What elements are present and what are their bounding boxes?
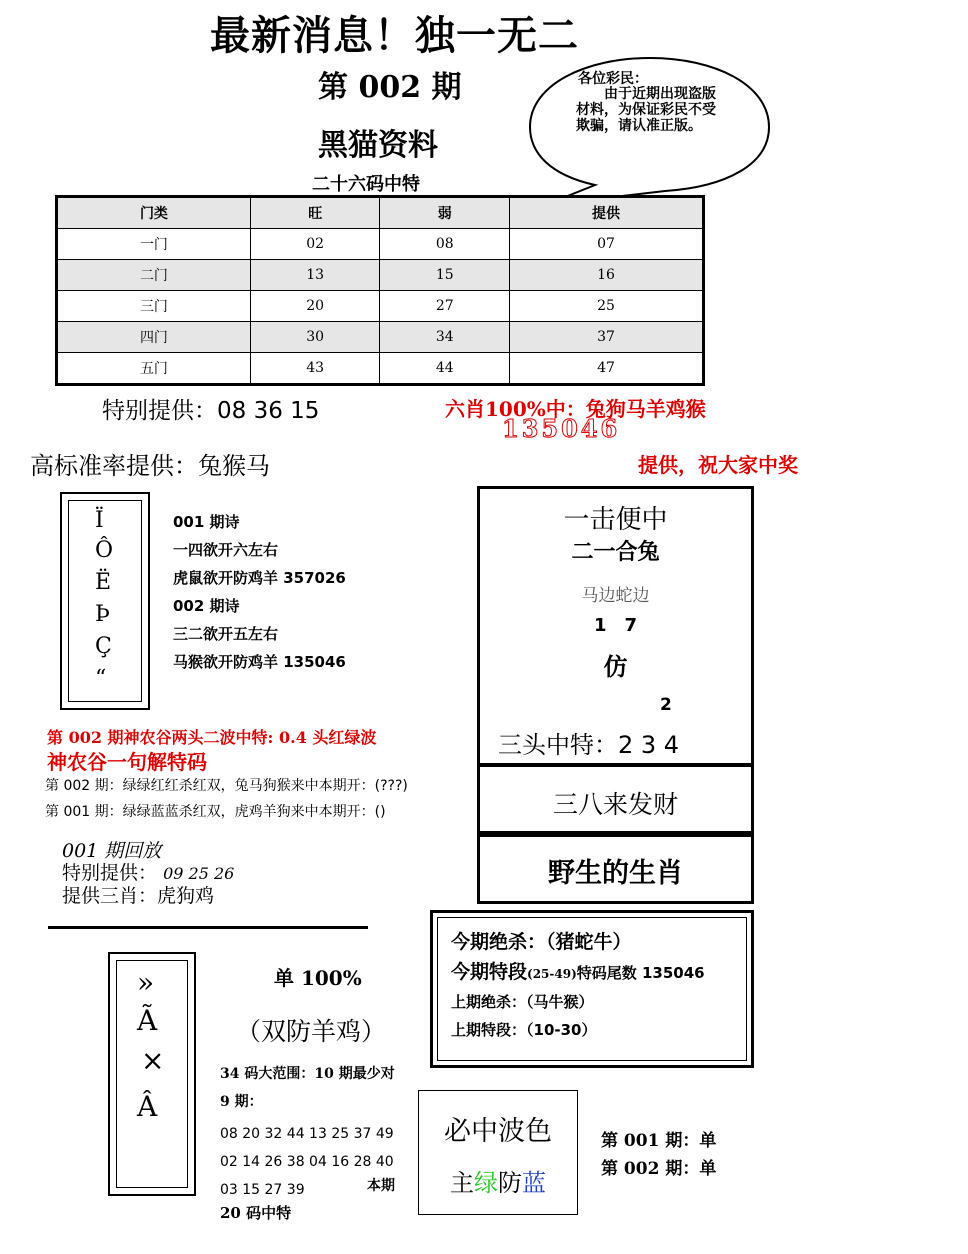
poem-line: 002 期诗 bbox=[173, 597, 240, 615]
single-sub: （双防羊鸡） bbox=[236, 1017, 387, 1046]
replay-special-row bbox=[62, 862, 234, 885]
single-title: 单 100% bbox=[274, 966, 362, 990]
table-cell: 15 bbox=[380, 260, 510, 291]
one-hit-char: 仿 bbox=[603, 652, 628, 681]
table-cell: 三门 bbox=[58, 291, 251, 322]
poem-line: 一四欲开六左右 bbox=[173, 541, 279, 559]
table-cell: 37 bbox=[510, 322, 703, 353]
six-numbers: 135046 bbox=[502, 414, 621, 443]
kill-line4: 上期特段：（10-30） bbox=[451, 1021, 597, 1039]
wave-guard: 防 bbox=[498, 1169, 522, 1197]
table-cell: 四门 bbox=[58, 322, 251, 353]
kill-line2b: (25-49) bbox=[527, 967, 577, 981]
divider bbox=[48, 926, 368, 929]
poem-line: 马猴欲开防鸡羊 135046 bbox=[173, 653, 346, 671]
table-cell: 47 bbox=[510, 353, 703, 384]
wish-text: 提供，祝大家中奖 bbox=[638, 453, 798, 477]
vertical-strip-1 bbox=[60, 492, 150, 710]
poem-line: 001 期诗 bbox=[173, 513, 240, 531]
bubble-greeting: 各位彩民： bbox=[578, 71, 648, 87]
vertical-glyph: Ë bbox=[95, 570, 112, 595]
poem-line: 三二欲开五左右 bbox=[173, 625, 279, 643]
vertical-glyph: × bbox=[141, 1044, 165, 1077]
table-header-cell: 弱 bbox=[380, 198, 510, 229]
poem-line: 虎鼠欲开防鸡羊 357026 bbox=[173, 569, 346, 587]
shennong-subtitle: 神农谷一句解特码 bbox=[47, 750, 207, 774]
wave-line bbox=[419, 1163, 577, 1198]
result-2: 第 002 期：单 bbox=[601, 1159, 717, 1179]
san-ba-box bbox=[477, 764, 754, 834]
vertical-glyph: Ç bbox=[95, 634, 112, 659]
table-cell: 08 bbox=[380, 229, 510, 260]
vertical-glyph: Þ bbox=[95, 602, 110, 627]
this-issue: 本期 bbox=[367, 1178, 395, 1194]
table-cell: 07 bbox=[510, 229, 703, 260]
doc-subtitle: 二十六码中特 bbox=[312, 174, 420, 195]
replay-special-label: 特别提供： bbox=[62, 862, 158, 884]
nums-row: 03 15 27 39 bbox=[220, 1182, 305, 1198]
kill-line2a: 今期特段 bbox=[451, 961, 528, 983]
poem-lines bbox=[173, 508, 346, 676]
replay-title: 001 期回放 bbox=[62, 840, 162, 862]
high-accuracy: 高标准率提供：兔猴马 bbox=[30, 452, 270, 480]
vertical-glyph: » bbox=[137, 966, 155, 999]
wave-blue: 蓝 bbox=[522, 1169, 546, 1197]
table-cell: 34 bbox=[380, 322, 510, 353]
special-provide: 特别提供：08 36 15 bbox=[102, 398, 320, 424]
table-cell: 13 bbox=[250, 260, 380, 291]
headline: 最新消息！独一无二 bbox=[210, 12, 579, 59]
shennong-line1: 第 002 期：绿绿红红杀红双，兔马狗猴来中本期开：(???) bbox=[45, 778, 408, 794]
one-hit-line1: 二一合兔 bbox=[571, 539, 660, 565]
single-range bbox=[220, 1060, 395, 1116]
nums-row: 08 20 32 44 13 25 37 49 bbox=[220, 1126, 394, 1142]
code-table bbox=[57, 197, 703, 384]
table-row bbox=[58, 291, 703, 322]
nums-row: 02 14 26 38 04 16 28 40 bbox=[220, 1154, 394, 1170]
table-cell: 一门 bbox=[58, 229, 251, 260]
kill-line3: 上期绝杀：（马牛猴） bbox=[451, 993, 594, 1011]
doc-name: 黑猫资料 bbox=[318, 128, 438, 163]
single-footer: 20 码中特 bbox=[220, 1204, 292, 1222]
replay-three: 提供三肖：虎狗鸡 bbox=[62, 885, 215, 907]
issue-number: 第 002 期 bbox=[318, 70, 462, 105]
range-line1: 34 码大范围：10 期最少对 bbox=[220, 1066, 395, 1082]
table-cell: 43 bbox=[250, 353, 380, 384]
shennong-title: 第 002 期神农谷两头二波中特: 0.4 头红绿波 bbox=[47, 728, 377, 747]
table-row bbox=[58, 353, 703, 384]
code-table-frame bbox=[55, 195, 705, 386]
table-row bbox=[58, 260, 703, 291]
wild-box bbox=[477, 834, 754, 904]
one-hit-title: 一击便中 bbox=[563, 505, 668, 535]
table-cell: 二门 bbox=[58, 260, 251, 291]
bubble-message: 由于近期出现盗版材料，为保证彩民不受欺骗，请认准正版。 bbox=[576, 86, 716, 134]
one-hit-nums: 1 7 bbox=[593, 615, 638, 636]
table-row bbox=[58, 322, 703, 353]
wild-text: 野生的生肖 bbox=[548, 858, 683, 889]
table-cell: 44 bbox=[380, 353, 510, 384]
vertical-glyph: Ã bbox=[137, 1004, 158, 1037]
table-cell: 25 bbox=[510, 291, 703, 322]
kill-line1: 今期绝杀：（猪蛇牛） bbox=[451, 931, 632, 953]
table-header-cell: 提供 bbox=[510, 198, 703, 229]
table-cell: 27 bbox=[380, 291, 510, 322]
vertical-strip-2 bbox=[108, 952, 196, 1196]
wave-main: 主 bbox=[450, 1169, 474, 1197]
wave-green: 绿 bbox=[474, 1169, 498, 1197]
replay-block bbox=[62, 840, 234, 907]
range-line2: 9 期： bbox=[220, 1094, 263, 1110]
kill-box bbox=[430, 910, 754, 1068]
three-heads: 三头中特：2 3 4 bbox=[498, 731, 680, 759]
wave-box bbox=[418, 1090, 578, 1215]
vertical-glyph: “ bbox=[95, 666, 107, 691]
six-zodiac: 六肖100%中：兔狗马羊鸡猴 bbox=[445, 397, 706, 421]
vertical-glyph: Ô bbox=[95, 538, 114, 563]
table-cell: 30 bbox=[250, 322, 380, 353]
one-hit-line2: 马边蛇边 bbox=[581, 586, 650, 606]
table-header-row bbox=[58, 198, 703, 229]
kill-line2 bbox=[451, 957, 705, 984]
replay-special-nums: 09 25 26 bbox=[163, 864, 235, 883]
table-cell: 02 bbox=[250, 229, 380, 260]
wave-title: 必中波色 bbox=[444, 1116, 552, 1147]
vertical-glyph: Â bbox=[137, 1090, 158, 1123]
table-header-cell: 旺 bbox=[250, 198, 380, 229]
san-ba-text: 三八来发财 bbox=[552, 790, 678, 819]
one-hit-num2: 2 bbox=[660, 695, 672, 715]
table-cell: 20 bbox=[250, 291, 380, 322]
result-1: 第 001 期：单 bbox=[601, 1131, 717, 1151]
table-cell: 五门 bbox=[58, 353, 251, 384]
table-header-cell: 门类 bbox=[58, 198, 251, 229]
one-hit-box bbox=[477, 486, 754, 766]
vertical-glyph: Ï bbox=[95, 508, 104, 533]
shennong-line2: 第 001 期：绿绿蓝蓝杀红双，虎鸡羊狗来中本期开：() bbox=[45, 804, 386, 820]
table-cell: 16 bbox=[510, 260, 703, 291]
kill-line2c: 特码尾数 135046 bbox=[576, 964, 705, 982]
table-row bbox=[58, 229, 703, 260]
